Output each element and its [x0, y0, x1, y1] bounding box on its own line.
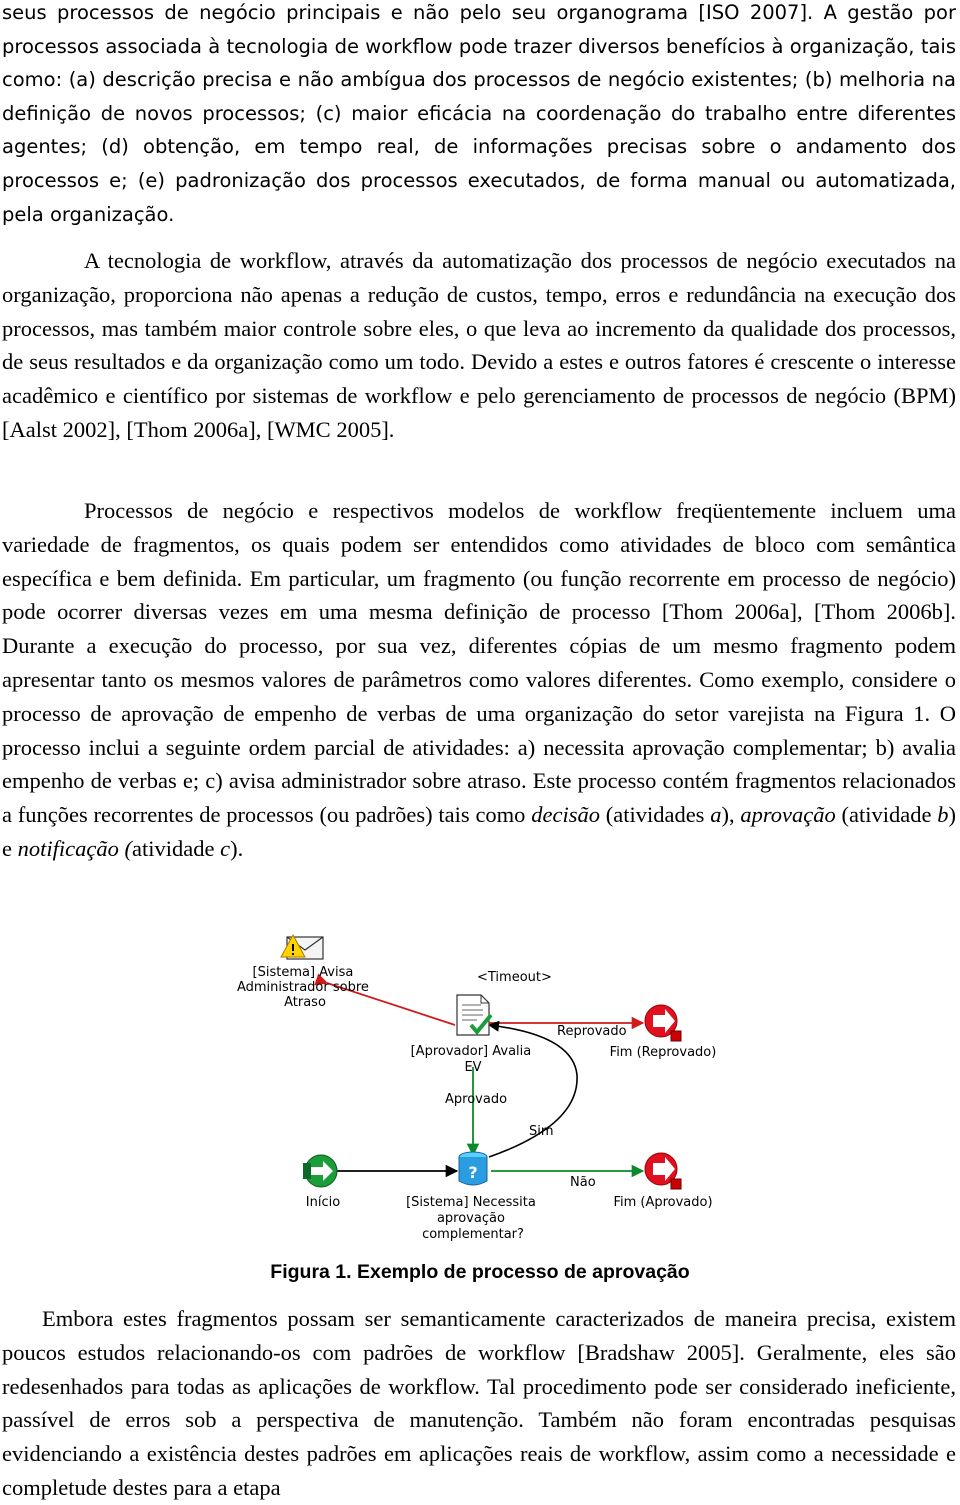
figure-caption: Figura 1. Exemplo de processo de aprovação: [270, 1261, 690, 1283]
edge-aprovado-label: Aprovado: [445, 1092, 508, 1107]
text-fragment: atividade: [131, 835, 221, 861]
edge-sim-label: Sim: [529, 1124, 554, 1139]
paragraph-4: Embora estes fragmentos possam ser semanticamente caracterizados de maneira precisa, existem poucos estudos relacionando-os com padrões de workflow [Bradshaw 2005]. Geralmente, eles são redesenhados para todas as aplicações de workflow. Tal procedimento pode ser considerado ineficiente, passível de erros sob a perspectiva de manutenção. Também não foram encontradas pesquisas evidenciando a existência destes padrões em aplicações reais de workflow, assim como a necessidade e completude destes para a etapa: [2, 1306, 956, 1500]
paragraph-3: [2, 494, 956, 866]
paragraph-3-text: Processos de negócio e respectivos modelos de workflow freqüentemente incluem uma variedade de fragmentos, os quais podem ser entendidos como atividades de bloco com semântica específica e bem definida. Em particular, um fragmento (ou função recorrente em processo de negócio) pode ocorrer diversas vezes em uma mesma definição de processo [Thom 2006a], [Thom 2006b]. Durante a execução do processo, por sua vez, diferentes cópias de um mesmo fragmento podem apresentar tanto os mesmos valores de parâmetros como valores diferentes. Como exemplo, considere o processo de aprovação de empenho de verbas de uma organização do setor varejista na Figura 1. O processo inclui a seguinte ordem parcial de atividades: a) necessita aprovação complementar; b) avalia empenho de verbas e; c) avisa administrador sobre atraso. Este processo contém fragmentos relacionados a funções recorrentes de processos (ou padrões) tais como: [2, 498, 956, 828]
document-check-icon: [457, 995, 491, 1035]
text-fragment: ).: [230, 835, 244, 861]
edge-timeout-label: <Timeout>: [477, 970, 552, 985]
text-fragment: (atividade: [835, 802, 938, 828]
paragraph-1: seus processos de negócio principais e não pelo seu organograma [ISO 2007]. A gestão por processos associada à tecnologia de workflow pode trazer diversos benefícios à organização, tais como: (a) descrição precisa e não ambígua dos processos de negócio existentes; (b) melhoria na definição de novos processos; (c) maior eficácia na coordenação do trabalho entre diferentes agentes; (d) obtenção, em tempo real, de informações precisas sobre o andamento dos processos e; (e) padronização dos processos executados, de forma manual ou automatizada, pela organização.: [2, 1, 956, 226]
start-arrow-icon: [303, 1155, 337, 1187]
term-decisao: decisão: [531, 802, 600, 828]
node-fim-aprovado-label: Fim (Aprovado): [613, 1195, 713, 1210]
term-c: c: [220, 835, 231, 861]
envelope-warning-icon: [281, 935, 323, 959]
node-aviso-label: [Sistema] Avisa Administrador sobre Atraso: [236, 965, 369, 1010]
node-necessita-label: [Sistema] Necessita aprovação complementar?: [406, 1195, 536, 1242]
text-fragment: ),: [721, 802, 741, 828]
text-fragment: (atividades: [599, 802, 711, 828]
workflow-figure: [235, 925, 725, 1245]
paragraph-2: A tecnologia de workflow, através da automatização dos processos de negócio executados na organização, proporciona não apenas a redução de custos, tempo, erros e redundância na execução dos processos, mas também maior controle sobre eles, o que leva ao incremento da qualidade dos processos, de seus resultados e da organização como um todo. Devido a estes e outros fatores é crescente o interesse acadêmico e científico por sistemas de workflow e pelo gerenciamento de processos de negócio (BPM) [Aalst 2002], [Thom 2006a], [WMC 2005].: [2, 248, 956, 442]
term-aprovacao: aprovação: [740, 802, 836, 828]
node-inicio-label: Início: [305, 1195, 341, 1210]
svg-text:?: ?: [468, 1163, 478, 1182]
text-fragment: ) e: [2, 802, 956, 861]
stop-hand-icon: [645, 1005, 681, 1041]
node-fim-reprovado-label: Fim (Reprovado): [609, 1045, 717, 1060]
term-b: b: [937, 802, 949, 828]
node-avalia-label: [Aprovador] Avalia EV: [410, 1044, 532, 1075]
edge-reprovado-label: Reprovado: [557, 1024, 627, 1039]
workflow-diagram: [235, 925, 725, 1245]
edge-nao-label: Não: [570, 1175, 596, 1190]
term-a: a: [710, 802, 722, 828]
stop-hand-icon: [645, 1153, 681, 1189]
database-question-icon: [459, 1152, 487, 1185]
term-notificacao: notificação (: [17, 835, 132, 861]
